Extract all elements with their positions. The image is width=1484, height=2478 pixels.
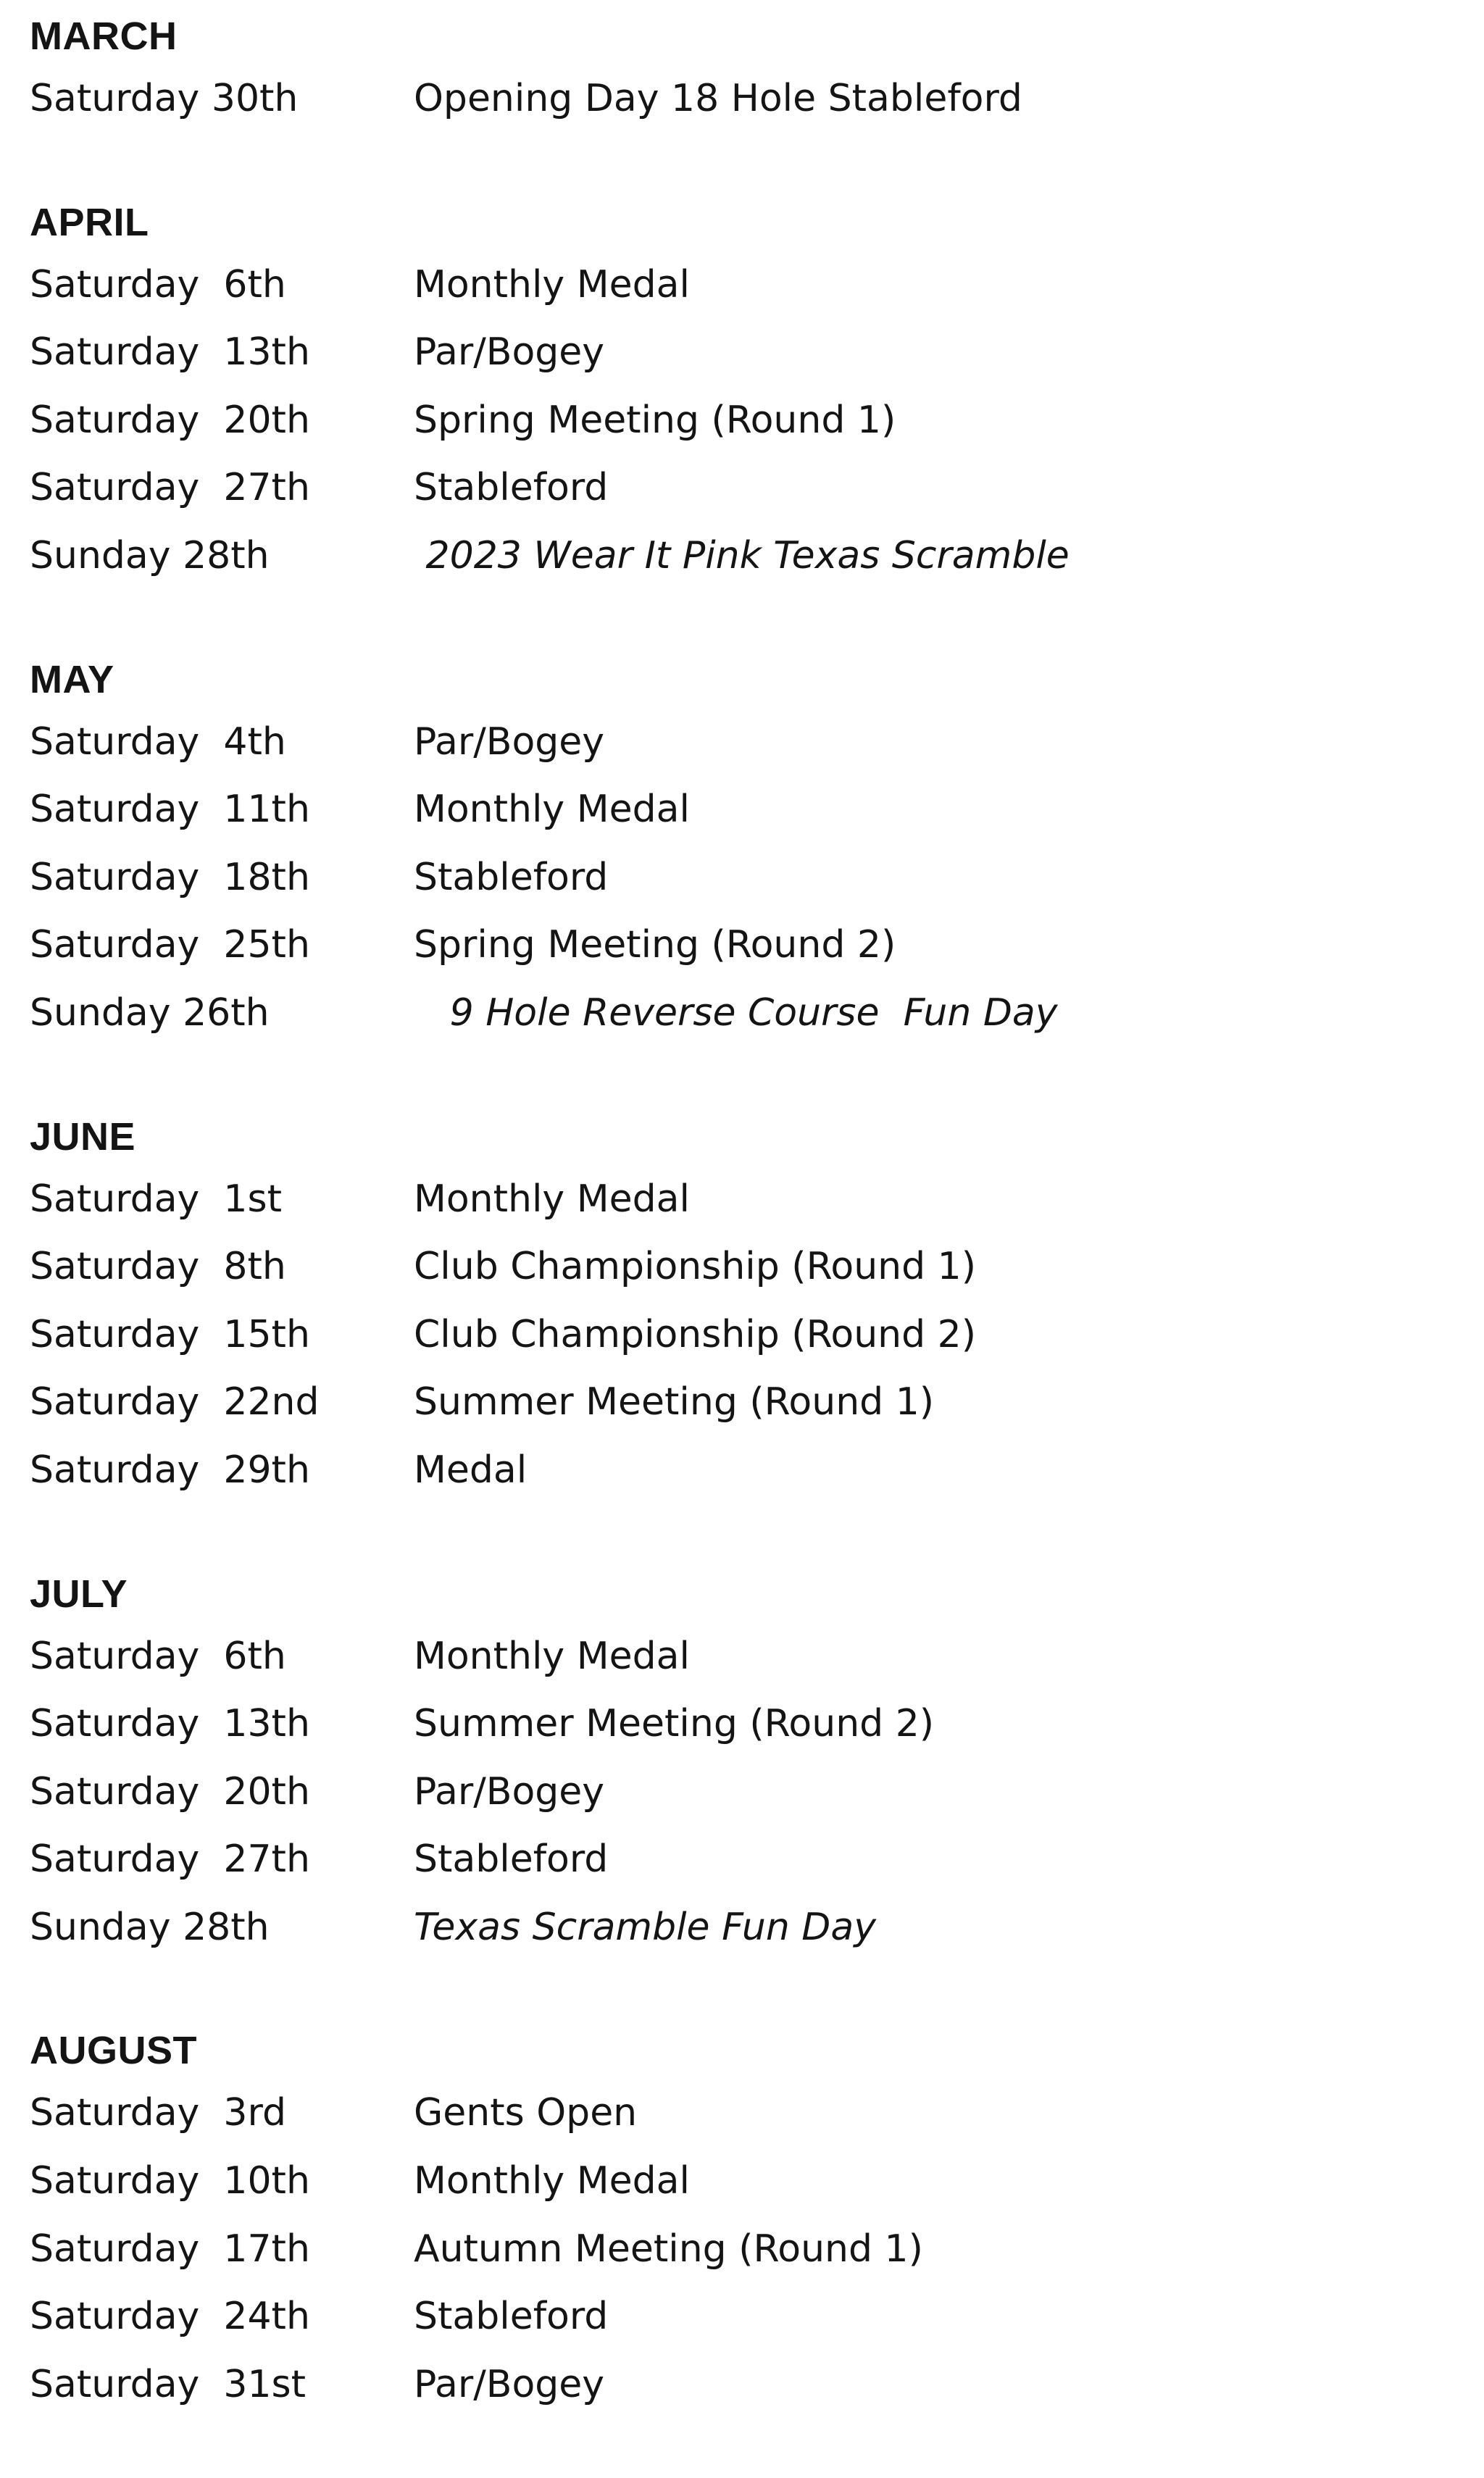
fixture-date: Saturday 27th bbox=[30, 1837, 310, 1882]
fixture-date: Saturday 30th bbox=[30, 77, 299, 120]
competition-name: Spring Meeting (Round 2) bbox=[414, 923, 896, 967]
competition-name: Par/Bogey bbox=[414, 2362, 605, 2406]
fixture-date: Saturday 13th bbox=[30, 330, 310, 375]
month-heading: AUGUST bbox=[30, 2029, 197, 2073]
fixture-date: Saturday 11th bbox=[30, 788, 310, 832]
competition-name: Monthly Medal bbox=[414, 1634, 690, 1678]
competition-name: Club Championship (Round 2) bbox=[414, 1312, 977, 1356]
fixture-date: Saturday 25th bbox=[30, 923, 310, 967]
competition-name: Spring Meeting (Round 1) bbox=[414, 398, 896, 442]
fixture-date: Saturday 27th bbox=[30, 466, 310, 510]
fixture-date: Saturday 3rd bbox=[30, 2091, 286, 2135]
fixture-date: Saturday 13th bbox=[30, 1702, 310, 1746]
competition-name: Par/Bogey bbox=[414, 1769, 605, 1814]
fixture-date: Saturday 6th bbox=[30, 262, 286, 306]
competition-name: Monthly Medal bbox=[414, 262, 690, 306]
fixture-row bbox=[30, 522, 1464, 591]
month-heading: JUNE bbox=[30, 1114, 136, 1159]
fixture-date: Saturday 10th bbox=[30, 2159, 310, 2203]
fixture-date: Saturday 29th bbox=[30, 1448, 310, 1492]
fixture-row bbox=[30, 1759, 1464, 1827]
month-section-may bbox=[30, 643, 1464, 1048]
fixture-row bbox=[30, 1894, 1464, 1962]
fixture-row bbox=[30, 1369, 1464, 1437]
fixture-date: Saturday 4th bbox=[30, 719, 286, 764]
fixture-row bbox=[30, 1166, 1464, 1234]
fixture-date: Saturday 20th bbox=[30, 398, 310, 442]
fixture-date: Sunday 28th bbox=[30, 533, 270, 577]
fixture-row bbox=[30, 2216, 1464, 2284]
fixture-row bbox=[30, 454, 1464, 522]
competition-name: Stableford bbox=[414, 1837, 609, 1882]
fixture-row bbox=[30, 387, 1464, 455]
fixture-date: Saturday 31st bbox=[30, 2362, 307, 2406]
competition-name: Summer Meeting (Round 1) bbox=[414, 1380, 935, 1424]
fixture-date: Sunday 28th bbox=[30, 1905, 270, 1949]
month-heading: MARCH bbox=[30, 14, 178, 58]
competition-name: Gents Open bbox=[414, 2091, 638, 2135]
fixture-date: Saturday 6th bbox=[30, 1634, 286, 1678]
fixture-row bbox=[30, 980, 1464, 1048]
fixture-date: Saturday 8th bbox=[30, 1245, 286, 1289]
fixture-date: Saturday 1st bbox=[30, 1177, 282, 1221]
month-section-march bbox=[30, 0, 1464, 133]
fixture-row bbox=[30, 1437, 1464, 1505]
competition-name: Club Championship (Round 1) bbox=[414, 1245, 977, 1289]
fixture-row bbox=[30, 2351, 1464, 2419]
fixture-date: Saturday 20th bbox=[30, 1769, 310, 1814]
competition-name: Monthly Medal bbox=[414, 788, 690, 832]
competition-name: Stableford bbox=[414, 2295, 609, 2339]
competition-name: Opening Day 18 Hole Stableford bbox=[414, 77, 1022, 120]
special-event-name: 2023 Wear It Pink Texas Scramble bbox=[414, 533, 1070, 577]
fixture-date: Saturday 18th bbox=[30, 855, 310, 899]
fixture-date: Saturday 22nd bbox=[30, 1380, 320, 1424]
fixture-date: Saturday 17th bbox=[30, 2227, 310, 2271]
competition-name: Autumn Meeting (Round 1) bbox=[414, 2227, 923, 2271]
special-event-name: 9 Hole Reverse Course Fun Day bbox=[414, 990, 1058, 1035]
fixture-row bbox=[30, 65, 1464, 133]
competition-name: Stableford bbox=[414, 855, 609, 899]
fixture-row bbox=[30, 1233, 1464, 1301]
month-heading: JULY bbox=[30, 1572, 128, 1616]
fixture-row bbox=[30, 1301, 1464, 1369]
fixture-row bbox=[30, 319, 1464, 387]
fixture-list bbox=[30, 0, 1464, 2471]
month-section-april bbox=[30, 186, 1464, 591]
month-heading: APRIL bbox=[30, 200, 149, 244]
fixture-row bbox=[30, 911, 1464, 980]
fixture-row bbox=[30, 251, 1464, 320]
fixture-row bbox=[30, 2283, 1464, 2351]
competition-name: Stableford bbox=[414, 466, 609, 510]
fixture-row bbox=[30, 1623, 1464, 1691]
month-section-august bbox=[30, 2014, 1464, 2419]
competition-name: Summer Meeting (Round 2) bbox=[414, 1702, 935, 1746]
fixture-row bbox=[30, 709, 1464, 777]
fixture-row bbox=[30, 2148, 1464, 2216]
fixture-row bbox=[30, 1826, 1464, 1894]
month-heading: MAY bbox=[30, 657, 114, 701]
fixture-date: Saturday 24th bbox=[30, 2295, 310, 2339]
competition-name: Par/Bogey bbox=[414, 330, 605, 375]
fixture-date: Saturday 15th bbox=[30, 1312, 310, 1356]
month-section-june bbox=[30, 1101, 1464, 1505]
fixture-row bbox=[30, 2079, 1464, 2148]
competition-name: Par/Bogey bbox=[414, 719, 605, 764]
competition-name: Monthly Medal bbox=[414, 1177, 690, 1221]
competition-name: Medal bbox=[414, 1448, 528, 1492]
month-section-july bbox=[30, 1558, 1464, 1962]
fixture-row bbox=[30, 776, 1464, 844]
special-event-name: Texas Scramble Fun Day bbox=[414, 1905, 876, 1949]
fixture-row bbox=[30, 844, 1464, 912]
competition-name: Monthly Medal bbox=[414, 2159, 690, 2203]
fixture-row bbox=[30, 1690, 1464, 1759]
fixture-date: Sunday 26th bbox=[30, 990, 270, 1035]
